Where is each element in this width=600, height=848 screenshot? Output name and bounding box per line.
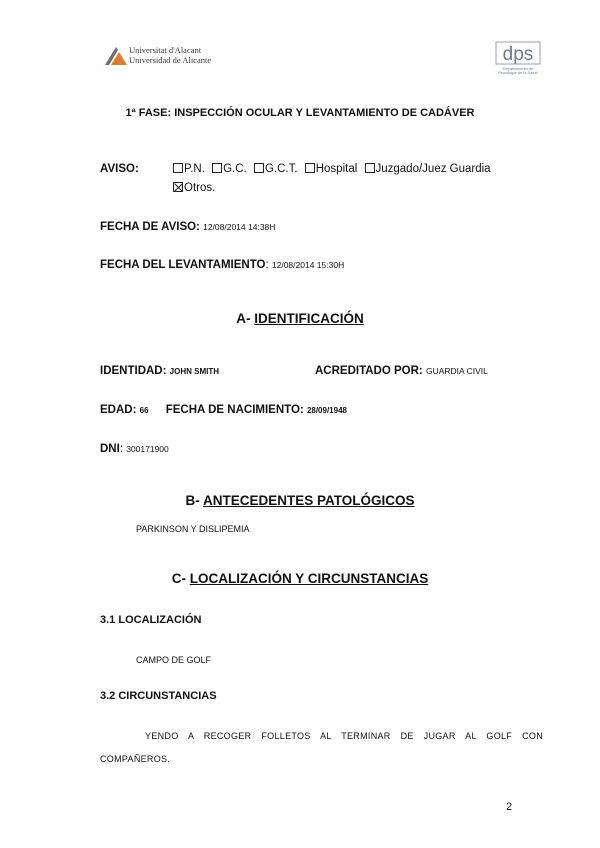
- aviso-label-text: AVISO: [100, 163, 135, 175]
- option-label-juzgado: Juzgado/Juez Guardia: [375, 163, 491, 175]
- nacimiento-value: 28/09/1948: [306, 406, 347, 415]
- section-c-prefix: C-: [171, 571, 186, 586]
- acreditado-value: GUARDIA CIVIL: [425, 366, 488, 376]
- checkbox-juzgado[interactable]: [365, 163, 375, 173]
- section-c-title: LOCALIZACIÓN Y CIRCUNSTANCIAS: [189, 571, 429, 586]
- dni-colon: :: [119, 443, 124, 455]
- university-logo: [105, 45, 225, 69]
- option-label-otros: Otros.: [184, 182, 216, 194]
- option-label-hospital: Hospital: [315, 163, 358, 175]
- localizacion-heading: 3.1 LOCALIZACIÓN: [100, 614, 202, 626]
- aviso-options-row1: [173, 162, 495, 176]
- fecha-levantamiento-value: 12/08/2014 15:30H: [271, 260, 345, 270]
- circunstancias-heading: 3.2 CIRCUNSTANCIAS: [100, 690, 217, 702]
- fecha-aviso-label: FECHA DE AVISO:: [100, 221, 200, 233]
- section-c-heading: [0, 571, 600, 586]
- dps-logo-subtitle: [492, 67, 544, 75]
- aviso-option-juzgado[interactable]: [365, 163, 491, 175]
- aviso-option-gc[interactable]: [212, 163, 247, 175]
- aviso-option-gct[interactable]: [254, 163, 298, 175]
- aviso-option-pn[interactable]: [173, 163, 205, 175]
- edad-nacimiento: [100, 403, 347, 418]
- option-label-gct: G.C.T.: [264, 163, 298, 175]
- checkbox-gct[interactable]: [254, 163, 264, 173]
- option-label-gc: G.C.: [223, 163, 247, 175]
- fecha-aviso: [100, 220, 275, 234]
- section-a-heading: [0, 311, 600, 326]
- university-name-line1: Universitat d'Alacant: [129, 45, 202, 55]
- section-b-title: ANTECEDENTES PATOLÓGICOS: [202, 493, 415, 508]
- section-a-title: IDENTIFICACIÓN: [254, 311, 364, 326]
- section-b-heading: [0, 493, 600, 508]
- aviso-option-hospital[interactable]: [305, 163, 358, 175]
- acreditado: [315, 364, 488, 378]
- option-label-pn: P.N.: [184, 163, 205, 175]
- dni-label: DNI: [100, 443, 120, 455]
- department-logo: [492, 40, 544, 74]
- acreditado-label: ACREDITADO POR:: [315, 365, 423, 377]
- university-name: [129, 45, 211, 65]
- dps-logo-text: dps: [502, 44, 534, 65]
- nacimiento-label: FECHA DE NACIMIENTO:: [165, 404, 304, 416]
- dps-subtitle-line1: Departamento de: [502, 66, 534, 71]
- university-emblem-icon: [105, 46, 127, 66]
- aviso-colon: :: [134, 163, 139, 175]
- checkbox-gc[interactable]: [212, 163, 222, 173]
- section-a-prefix: A-: [236, 311, 251, 326]
- dps-logo-icon: [492, 40, 544, 67]
- dni-value: 300171900: [126, 444, 169, 454]
- identidad-label: IDENTIDAD:: [100, 365, 167, 377]
- section-b-prefix: B-: [185, 493, 200, 508]
- localizacion-value: CAMPO DE GOLF: [136, 655, 212, 665]
- aviso-options-row2: [173, 181, 219, 195]
- fecha-levantamiento: [100, 258, 344, 272]
- identidad-value: JOHN SMITH: [169, 367, 219, 376]
- antecedentes-text: PARKINSON Y DISLIPEMIA: [136, 524, 250, 534]
- checkbox-otros[interactable]: [173, 182, 183, 192]
- fecha-aviso-value: 12/08/2014 14:38H: [203, 222, 276, 232]
- aviso-option-otros[interactable]: [173, 182, 215, 194]
- university-name-line2: Universidad de Alicante: [129, 55, 212, 65]
- fecha-levantamiento-colon: :: [265, 259, 269, 271]
- edad-label: EDAD:: [100, 404, 137, 416]
- fecha-levantamiento-label: FECHA DEL LEVANTAMIENTO: [100, 259, 266, 271]
- phase-title: 1ª FASE: INSPECCIÓN OCULAR Y LEVANTAMIENTO DE CADÁVER: [125, 107, 475, 119]
- dni: [100, 442, 169, 456]
- dps-subtitle-line2: Psicología de la Salud: [498, 70, 538, 75]
- circunstancias-value: YENDO A RECOGER FOLLETOS AL TERMINAR DE JUGAR AL GOLF CON COMPAÑEROS.: [100, 731, 543, 764]
- checkbox-hospital[interactable]: [305, 163, 315, 173]
- checkbox-pn[interactable]: [173, 163, 183, 173]
- identidad: [100, 364, 219, 379]
- aviso-label: [100, 162, 139, 176]
- page-number: 2: [506, 801, 513, 813]
- edad-value: 66: [139, 406, 149, 415]
